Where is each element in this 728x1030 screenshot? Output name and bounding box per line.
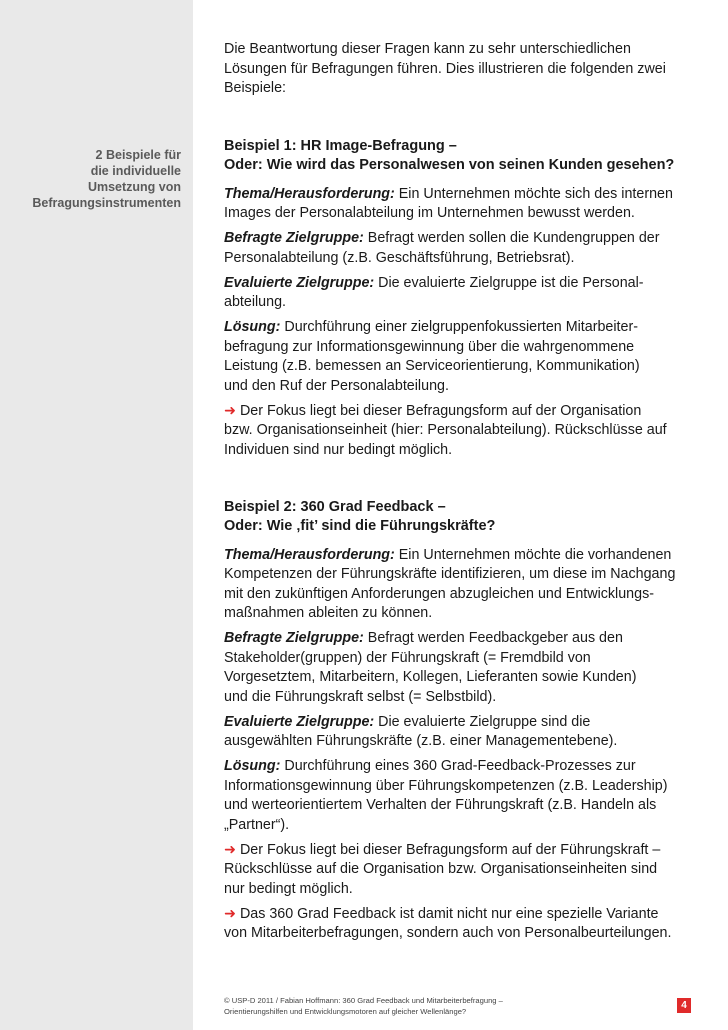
loesung-label: Lösung:	[224, 319, 281, 335]
thema-text: Ein Unternehmen möchte die vorhandenen	[394, 546, 672, 563]
example1-title-line: Beispiel 1: HR Image-Befragung –	[224, 137, 457, 154]
fokus-text: Rückschlüsse auf die Organisation bzw. Organisationseinheiten sind	[224, 861, 658, 877]
befragte-text: und die Führungskraft selbst (= Selbstbild).	[224, 688, 497, 705]
thema-text: Images der Personalabteilung im Unternehmen bewusst werden.	[224, 205, 635, 221]
loesung-label: Lösung:	[224, 758, 281, 774]
fokus-text: nur bedingt möglich.	[224, 880, 353, 897]
intro-paragraph	[224, 40, 694, 99]
example1-title	[224, 137, 694, 176]
footer-line: Orientierungshilfen und Entwicklungsmotoren auf gleicher Wellenlänge?	[224, 1007, 467, 1016]
intro-line: Beispiele:	[224, 80, 286, 96]
befragte-text: Befragt werden sollen die Kundengruppen der	[363, 230, 660, 246]
fokus-text: Individuen sind nur bedingt möglich.	[224, 441, 453, 458]
loesung-text: befragung zur Informationsgewinnung über die wahrgenommene	[224, 338, 635, 355]
arrow-icon: ➜	[224, 841, 236, 858]
loesung-text: Informationsgewinnung über Führungskompetenzen (z.B. Leadership)	[224, 777, 668, 794]
arrow-icon: ➜	[224, 402, 236, 419]
befragte-text: Befragt werden Feedbackgeber aus den	[363, 630, 623, 646]
example1-loesung	[224, 318, 694, 396]
variante-text: von Mitarbeiterbefragungen, sondern auch von Personalbeurteilungen.	[224, 925, 672, 941]
example2-thema	[224, 546, 694, 624]
sidebar-heading-line: 2 Beispiele für	[95, 148, 181, 162]
befragte-text: Vorgesetztem, Mitarbeitern, Kollegen, Lieferanten sowie Kunden)	[224, 669, 637, 685]
evaluierte-text: Die evaluierte Zielgruppe sind die	[374, 713, 591, 730]
loesung-text: Durchführung eines 360 Grad-Feedback-Prozesses zur	[280, 758, 636, 774]
example1-befragte	[224, 229, 694, 268]
befragte-text: Personalabteilung (z.B. Geschäftsführung, Betriebsrat).	[224, 249, 575, 266]
evaluierte-text: abteilung.	[224, 294, 287, 310]
loesung-text: Durchführung einer zielgruppenfokussierten Mitarbeiter-	[280, 319, 638, 335]
variante-text: Das 360 Grad Feedback ist damit nicht nur eine spezielle Variante	[235, 905, 659, 922]
sidebar-heading	[0, 147, 181, 211]
example2-fokus	[224, 841, 694, 900]
intro-line: Die Beantwortung dieser Fragen kann zu sehr unterschiedlichen	[224, 41, 631, 57]
loesung-text: „Partner“).	[224, 816, 290, 833]
page-number-badge: 4	[677, 998, 691, 1013]
befragte-text: Stakeholder(gruppen) der Führungskraft (= Fremdbild von	[224, 649, 591, 666]
example2-loesung	[224, 757, 694, 835]
befragte-label: Befragte Zielgruppe:	[224, 230, 364, 246]
thema-label: Thema/Herausforderung:	[224, 546, 395, 563]
main-content	[224, 40, 694, 949]
evaluierte-text: ausgewählten Führungskräfte (z.B. einer Managementebene).	[224, 733, 618, 749]
sidebar-heading-line: Umsetzung von	[87, 180, 181, 194]
thema-text: mit den zukünftigen Anforderungen abzugleichen und Entwicklungs-	[224, 585, 654, 602]
fokus-text: bzw. Organisationseinheit (hier: Personalabteilung). Rückschlüsse auf	[224, 422, 667, 438]
example2-title	[224, 498, 694, 537]
loesung-text: und werteorientiertem Verhalten der Führungskraft (z.B. Handeln als	[224, 797, 657, 813]
thema-label: Thema/Herausforderung:	[224, 185, 395, 202]
thema-text: maßnahmen ableiten zu können.	[224, 605, 433, 621]
example2-evaluierte	[224, 713, 694, 752]
evaluierte-label: Evaluierte Zielgruppe:	[224, 274, 375, 291]
sidebar-heading-line: die individuelle	[90, 164, 181, 178]
evaluierte-label: Evaluierte Zielgruppe:	[224, 713, 375, 730]
example1-title-line: Oder: Wie wird das Personalwesen von seinen Kunden gesehen?	[224, 157, 675, 173]
footer-citation	[224, 995, 554, 1017]
example1-evaluierte	[224, 274, 694, 313]
fokus-text: Der Fokus liegt bei dieser Befragungsform auf der Führungskraft –	[235, 841, 661, 858]
example1-fokus	[224, 402, 694, 461]
evaluierte-text: Die evaluierte Zielgruppe ist die Personal-	[374, 274, 644, 291]
example1-thema	[224, 185, 694, 224]
thema-text: Ein Unternehmen möchte sich des internen	[394, 185, 673, 202]
arrow-icon: ➜	[224, 905, 236, 922]
befragte-label: Befragte Zielgruppe:	[224, 630, 364, 646]
example2-title-line: Oder: Wie ‚fit’ sind die Führungskräfte?	[224, 518, 496, 534]
sidebar-heading-line: Befragungsinstrumenten	[32, 196, 181, 210]
example2-variante	[224, 905, 694, 944]
loesung-text: und den Ruf der Personalabteilung.	[224, 377, 449, 394]
example2-title-line: Beispiel 2: 360 Grad Feedback –	[224, 498, 446, 515]
example2-befragte	[224, 629, 694, 707]
thema-text: Kompetenzen der Führungskräfte identifizieren, um diese im Nachgang	[224, 566, 676, 582]
intro-line: Lösungen für Befragungen führen. Dies illustrieren die folgenden zwei	[224, 60, 666, 77]
footer-line: © USP-D 2011 / Fabian Hoffmann: 360 Grad Feedback und Mitarbeiterbefragung –	[224, 996, 503, 1005]
loesung-text: Leistung (z.B. bemessen an Serviceorientierung, Kommunikation)	[224, 358, 640, 374]
fokus-text: Der Fokus liegt bei dieser Befragungsform auf der Organisation	[235, 402, 642, 419]
